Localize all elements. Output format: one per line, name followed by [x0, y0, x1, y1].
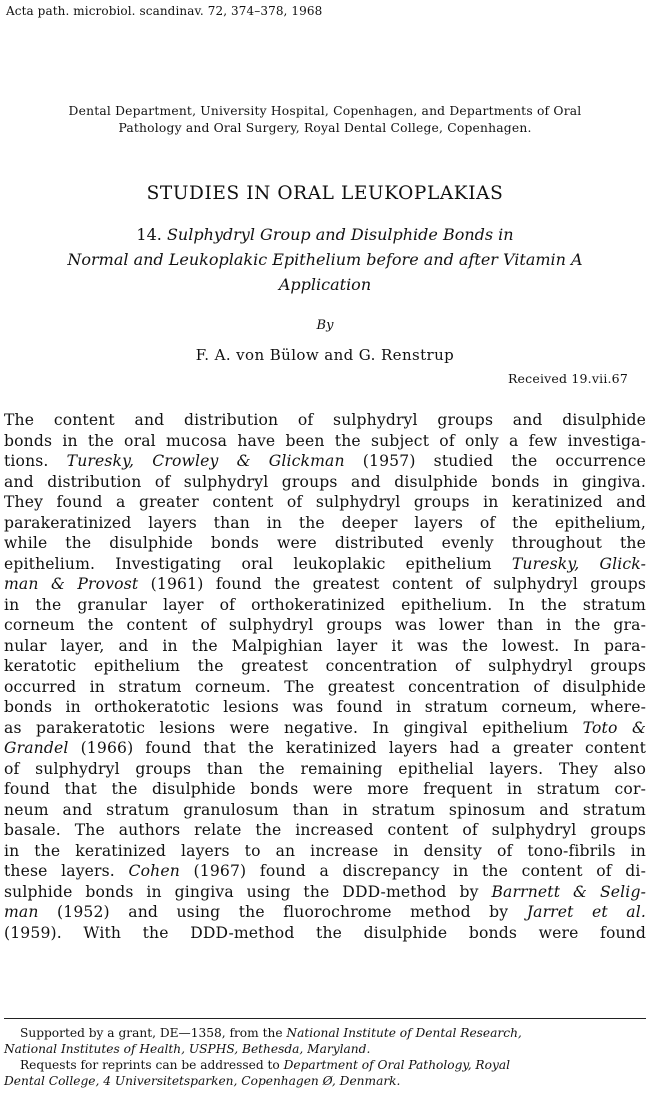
article-subtitle: [20, 222, 630, 297]
article-number: 14.: [136, 225, 162, 244]
italic-segment: Grandel: [4, 739, 69, 757]
body-line: [4, 472, 646, 493]
body-line: [4, 533, 646, 554]
text-segment: (1957) studied the occurrence: [344, 452, 646, 470]
text-segment: corneum the content of sulphydryl groups was lower than in the gra-: [4, 616, 646, 634]
subtitle-line-1: Sulphydryl Group and Disulphide Bonds in: [166, 225, 514, 244]
text-segment: bonds in orthokeratotic lesions was found in stratum corneum, where-: [4, 698, 646, 716]
authors: F. A. von Bülow and G. Renstrup: [195, 346, 455, 364]
footnote-support: [4, 1025, 646, 1041]
text-segment: They found a greater content of sulphydryl groups in keratinized and: [4, 493, 646, 511]
text-segment: (1967) found a discrepancy in the content of di-: [179, 862, 646, 880]
text-segment: epithelium. Investigating oral leukoplakic epithelium: [4, 554, 512, 573]
text-segment: Requests for reprints can be addressed to: [20, 1058, 284, 1072]
body-line: [4, 882, 646, 903]
italic-segment: Turesky, Crowley & Glickman: [66, 452, 345, 470]
body-line: [4, 759, 646, 780]
text-segment: these layers.: [4, 862, 129, 880]
italic-segment: National Institute of Dental Research,: [286, 1026, 522, 1040]
body-line: [4, 451, 646, 472]
affiliation: [0, 103, 650, 137]
body-line: [4, 492, 646, 513]
text-segment: basale. The authors relate the increased content of sulphydryl groups: [4, 821, 646, 839]
body-line: [4, 410, 646, 431]
body-line: [4, 636, 646, 657]
italic-segment: Jarret et al.: [526, 903, 646, 921]
text-segment: (1959). With the DDD-method the disulphide bonds were found: [4, 923, 646, 942]
text-segment: (1952) and using the fluorochrome method by: [38, 903, 527, 921]
text-segment: (1961) found the greatest content of sulphydryl groups: [138, 575, 646, 593]
body-line: [4, 800, 646, 821]
text-segment: while the disulphide bonds were distributed evenly throughout the: [4, 534, 646, 552]
subtitle-line-2: Normal and Leukoplakic Epithelium before and after Vitamin A: [67, 250, 583, 269]
text-segment: in the granular layer of orthokeratinized epithelium. In the stratum: [4, 595, 646, 614]
italic-segment: National Institutes of Health, USPHS, Bethesda, Maryland.: [4, 1042, 371, 1056]
text-segment: nular layer, and in the Malpighian layer it was the lowest. In para-: [4, 636, 646, 655]
body-line: [4, 738, 646, 759]
text-segment: occurred in stratum corneum. The greatest concentration of disulphide: [4, 677, 646, 696]
byline-by: By: [316, 318, 334, 333]
italic-segment: man: [4, 903, 39, 921]
body-line: [4, 718, 646, 739]
body-line: [4, 841, 646, 862]
article-title: STUDIES IN ORAL LEUKOPLAKIAS: [146, 183, 504, 204]
italic-segment: Turesky, Glick-: [511, 554, 646, 573]
subtitle-line-3: Application: [278, 275, 372, 294]
text-segment: of sulphydryl groups than the remaining epithelial layers. They also: [4, 759, 646, 778]
italic-segment: Cohen: [128, 862, 180, 880]
footnote-support-cont: [4, 1041, 646, 1057]
body-line: [4, 923, 646, 944]
body-line: [4, 595, 646, 616]
body-line: [4, 779, 646, 800]
body-text: [4, 410, 646, 943]
journal-citation: Acta path. microbiol. scandinav. 72, 374–378, 1968: [6, 4, 323, 18]
affiliation-line-1: Dental Department, University Hospital, Copenhagen, and Departments of Oral: [68, 104, 582, 118]
text-segment: neum and stratum granulosum than in stratum spinosum and stratum: [4, 800, 646, 819]
text-segment: keratotic epithelium the greatest concentration of sulphydryl groups: [4, 657, 646, 675]
text-segment: in the keratinized layers to an increase in density of tono-fibrils in: [4, 841, 646, 860]
footnote-reprints: [4, 1057, 646, 1073]
body-line: [4, 615, 646, 636]
body-line: [4, 574, 646, 595]
body-line: [4, 902, 646, 923]
italic-segment: Toto &: [582, 718, 646, 737]
body-line: [4, 861, 646, 882]
body-line: [4, 656, 646, 677]
body-line: [4, 513, 646, 534]
affiliation-line-2: Pathology and Oral Surgery, Royal Dental College, Copenhagen.: [118, 121, 532, 135]
text-segment: The content and distribution of sulphydryl groups and disulphide: [4, 411, 646, 429]
text-segment: tions.: [4, 452, 67, 470]
text-segment: Supported by a grant, DE—1358, from the: [20, 1026, 287, 1040]
italic-segment: man & Provost: [4, 575, 139, 593]
body-line: [4, 677, 646, 698]
italic-segment: Barrnett & Selig-: [491, 882, 646, 901]
text-segment: sulphide bonds in gingiva using the DDD-method by: [4, 882, 492, 901]
footnotes: [4, 1025, 646, 1089]
text-segment: and distribution of sulphydryl groups and disulphide bonds in gingiva.: [4, 472, 646, 491]
body-line: [4, 820, 646, 841]
text-segment: parakeratinized layers than in the deeper layers of the epithelium,: [4, 513, 646, 532]
body-line: [4, 697, 646, 718]
italic-segment: Department of Oral Pathology, Royal: [283, 1058, 510, 1072]
text-segment: bonds in the oral mucosa have been the subject of only a few investiga-: [4, 431, 646, 450]
body-line: [4, 554, 646, 575]
italic-segment: Dental College, 4 Universitetsparken, Copenhagen Ø, Denmark.: [4, 1074, 401, 1088]
text-segment: (1966) found that the keratinized layers had a greater content: [68, 739, 646, 757]
text-segment: found that the disulphide bonds were more frequent in stratum cor-: [4, 780, 646, 798]
footnote-divider: [4, 1018, 646, 1019]
footnote-reprints-cont: [4, 1073, 646, 1089]
received-date: Received 19.vii.67: [507, 371, 628, 386]
text-segment: as parakeratotic lesions were negative. In gingival epithelium: [4, 718, 583, 737]
body-line: [4, 431, 646, 452]
